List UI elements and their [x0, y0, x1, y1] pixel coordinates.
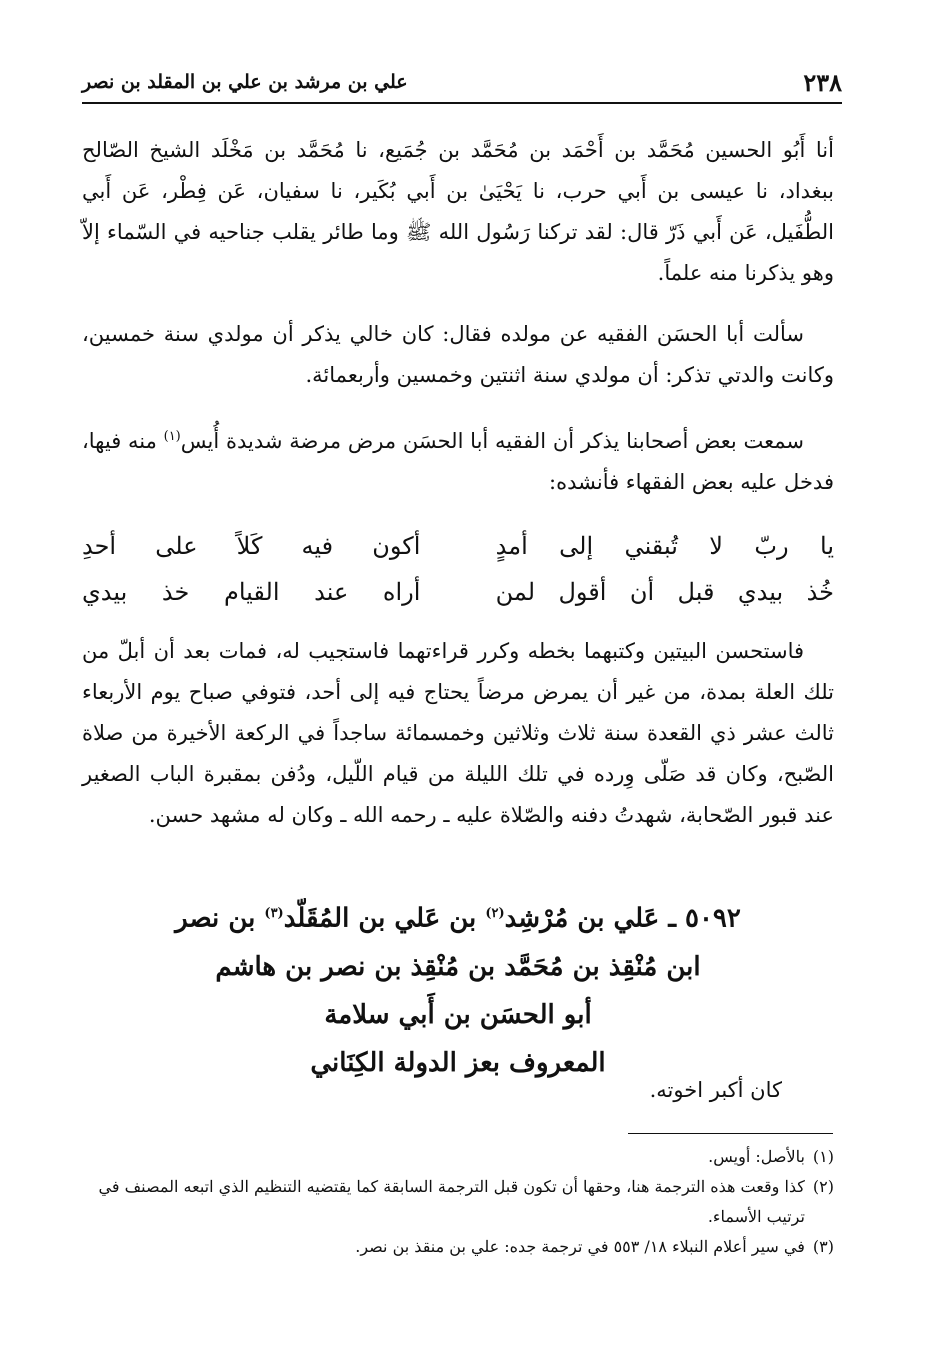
entry-heading-line: أبو الحسَن بن أَبي سلامة [324, 999, 592, 1030]
footnote-number: (٣) [812, 1237, 834, 1256]
verse-second-hemistich: أكون فيه كَلاً على أحدِ [82, 532, 421, 560]
poem [82, 523, 834, 615]
entry-heading-line: المعروف بعز الدولة الكِنَاني [310, 1047, 606, 1078]
footnote-ref-1: (١) [163, 429, 181, 444]
paragraph-death: فاستحسن البيتين وكتبهما بخطه وكرر قراءتهما فاستجيب له، فمات بعد أن أبلّ من تلك العلة بمدة، من غير أن يمرض مرضاً يحتاج فيه إلى أحد، فتوفي صباح يوم الأربعاء ثالث عشر ذي القعدة سنة ثلاث وثلاثين وخمسمائة ساجداً في الركعة الأخيرة من صلاة الصّبح، وكان قد صَلّى وِرده في تلك الليلة من قيام اللّيل، ودُفن بمقبرة الباب الصغير عند قبور الصّحابة، شهدتُ دفنه والصّلاة عليه ـ رحمه الله ـ وكان له مشهد حسن. [82, 639, 834, 827]
paragraph-illness-end: منه فيها، فدخل عليه بعض الفقهاء فأنشده: [82, 429, 834, 494]
paragraph-hadith: أنا أَبُو الحسين مُحَمَّد بن أَحْمَد بن مُحَمَّد بن جُمَيع، نا مُحَمَّد بن مَخْلَد الشيخ الصّالح ببغداد، نا عيسى بن أَبي حرب، نا يَحْيَىٰ بن أَبي بُكَير، نا سفيان، عَن فِطْر، عَن أَبي الطُّفَيل، عَن أَبي ذَرّ قال: لقد تركنا رَسُول الله ﷺ وما طائر يقلب جناحيه في السّماء إلاّ وهو يذكرنا منه علماً. [82, 138, 834, 285]
entry-body: كان أكبر اخوته. [649, 1078, 782, 1102]
footnote-divider [628, 1133, 833, 1134]
footnote-text: كذا وقعت هذه الترجمة هنا، وحقها أن تكون قبل الترجمة السابقة كما يقتضيه التنظيم الذي اتبعه المصنف في ترتيب الأسماء. [98, 1177, 805, 1226]
entry-name-part: بن عَلي بن المُقَلّد [283, 903, 486, 934]
paragraph-illness-start: سمعت بعض أصحابنا يذكر أن الفقيه أبا الحسَن مرض مرضة شديدة أُيس [180, 429, 804, 453]
footnotes [82, 1142, 834, 1262]
footnote [82, 1172, 834, 1232]
footnote-text: بالأصل: أويس. [708, 1147, 805, 1166]
entry-name-part: بن نصر [175, 903, 265, 934]
footnote [82, 1142, 834, 1172]
footnote [82, 1232, 834, 1262]
verse-first-hemistich: خُذ بيدي قبل أن أقول لمن [495, 578, 834, 606]
footnote-number: (٢) [812, 1177, 834, 1196]
entry-heading-line: ابن مُنْقِذ بن مُحَمَّد بن مُنْقِذ بن نصر بن هاشم [215, 951, 701, 982]
verse-first-hemistich: يا ربّ لا تُبقني إلى أمدٍ [495, 532, 834, 560]
footnote-ref-2: (٢) [485, 906, 505, 921]
entry-heading [82, 890, 834, 1087]
page-number: ٢٣٨ [803, 67, 842, 97]
verse-line [82, 569, 834, 615]
entry-heading-line [82, 890, 834, 943]
paragraph-illness [82, 416, 834, 503]
page-header [82, 62, 842, 104]
paragraph-birth: سألت أبا الحسَن الفقيه عن مولده فقال: كان خالي يذكر أن مولدي سنة خمسين، وكانت والدتي تذكر: أن مولدي سنة اثنتين وخمسين وأربعمائة. [82, 322, 834, 387]
verse-second-hemistich: أراه عند القيام خذ بيدي [82, 578, 421, 606]
main-text [82, 130, 834, 856]
entry-name-part: ٥٠٩٢ ـ عَلي بن مُرْشِد [504, 903, 741, 934]
footnote-ref-3: (٣) [264, 906, 284, 921]
footnote-number: (١) [812, 1147, 834, 1166]
verse-line [82, 523, 834, 569]
footnote-text: في سير أعلام النبلاء ١٨/ ٥٥٣ في ترجمة جده: علي بن منقذ بن نصر. [355, 1237, 805, 1256]
running-title: علي بن مرشد بن علي بن المقلد بن نصر [82, 71, 408, 93]
